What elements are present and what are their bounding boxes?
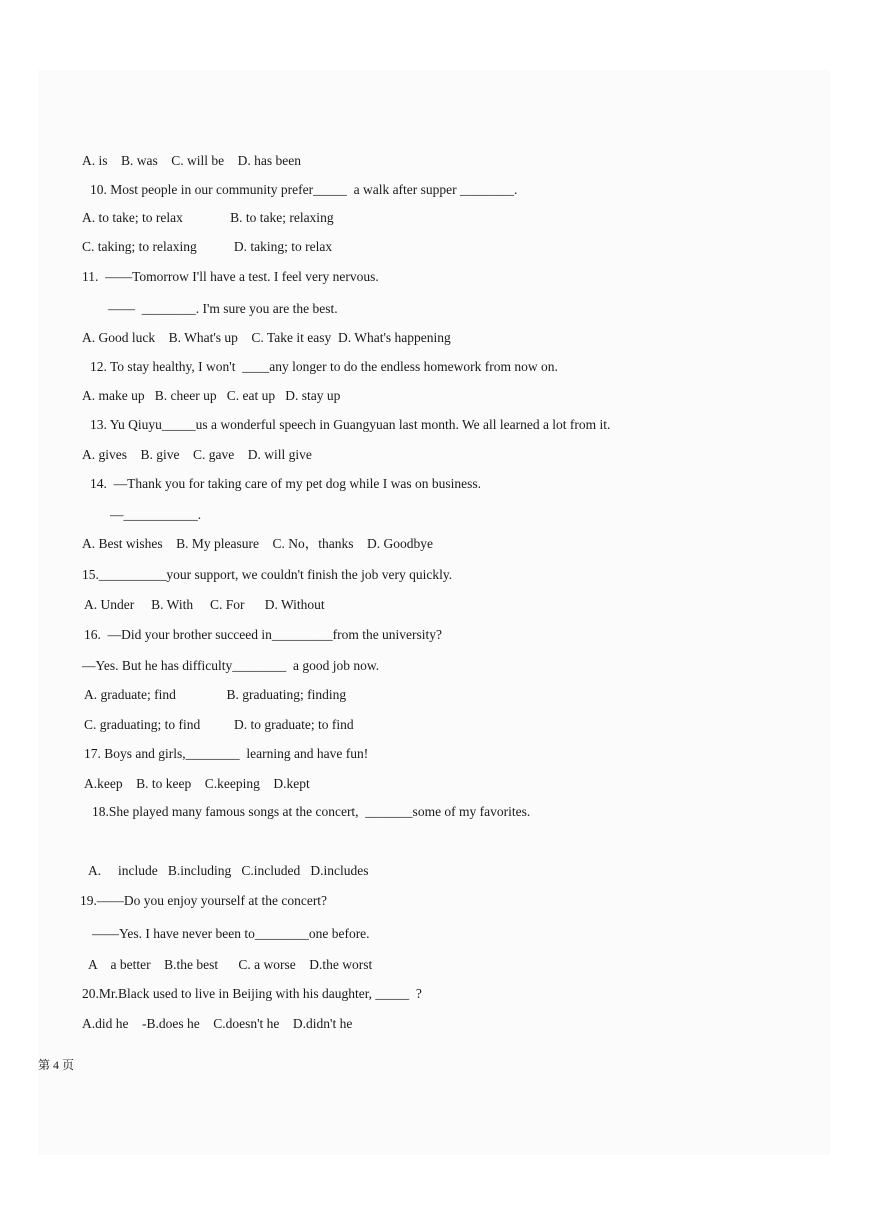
q15-question: 15.__________your support, we couldn't finish the job very quickly. — [82, 567, 453, 582]
q18-question: 18.She played many famous songs at the concert, _______some of my favorites. — [92, 804, 531, 819]
q18-options: A. include B.including C.included D.includes — [88, 863, 369, 878]
q13-options: A. gives B. give C. gave D. will give — [82, 447, 312, 462]
page-number: 第 4 页 — [38, 1058, 75, 1072]
q12-question: 12. To stay healthy, I won't ____any longer to do the endless homework from now on. — [90, 359, 558, 374]
q20-question: 20.Mr.Black used to live in Beijing with his daughter, _____ ? — [82, 986, 422, 1001]
q13-question: 13. Yu Qiuyu_____us a wonderful speech in Guangyuan last month. We all learned a lot from it. — [90, 417, 611, 432]
q14-response: —___________. — [110, 507, 202, 522]
q10-options-ab: A. to take; to relax B. to take; relaxing — [82, 210, 334, 225]
q11-options: A. Good luck B. What's up C. Take it easy D. What's happening — [82, 330, 451, 345]
q19-response: ——Yes. I have never been to________one before. — [92, 926, 370, 941]
q10-options-cd: C. taking; to relaxing D. taking; to relax — [82, 239, 333, 254]
q11-response: —— ________. I'm sure you are the best. — [108, 301, 338, 316]
q16-options-cd: C. graduating; to find D. to graduate; to find — [84, 717, 354, 732]
q17-question: 17. Boys and girls,________ learning and have fun! — [84, 746, 369, 761]
q14-question: 14. —Thank you for taking care of my pet dog while I was on business. — [90, 476, 482, 491]
q14-options: A. Best wishes B. My pleasure C. No，thanks D. Goodbye — [82, 536, 433, 551]
q10-question: 10. Most people in our community prefer_____ a walk after supper ________. — [90, 182, 518, 197]
q19-question: 19.——Do you enjoy yourself at the concert? — [80, 893, 328, 908]
q9-options: A. is B. was C. will be D. has been — [82, 153, 301, 168]
q11-question: 11. ——Tomorrow I'll have a test. I feel very nervous. — [82, 269, 379, 284]
q16-question: 16. —Did your brother succeed in_________from the university? — [84, 627, 443, 642]
q19-options: A a better B.the best C. a worse D.the worst — [88, 957, 373, 972]
q17-options: A.keep B. to keep C.keeping D.kept — [84, 776, 310, 791]
q15-options: A. Under B. With C. For D. Without — [84, 597, 325, 612]
q16-options-ab: A. graduate; find B. graduating; finding — [84, 687, 347, 702]
q16-response: —Yes. But he has difficulty________ a good job now. — [82, 658, 380, 673]
q20-options: A.did he -B.does he C.doesn't he D.didn't he — [82, 1016, 353, 1031]
q12-options: A. make up B. cheer up C. eat up D. stay up — [82, 388, 341, 403]
